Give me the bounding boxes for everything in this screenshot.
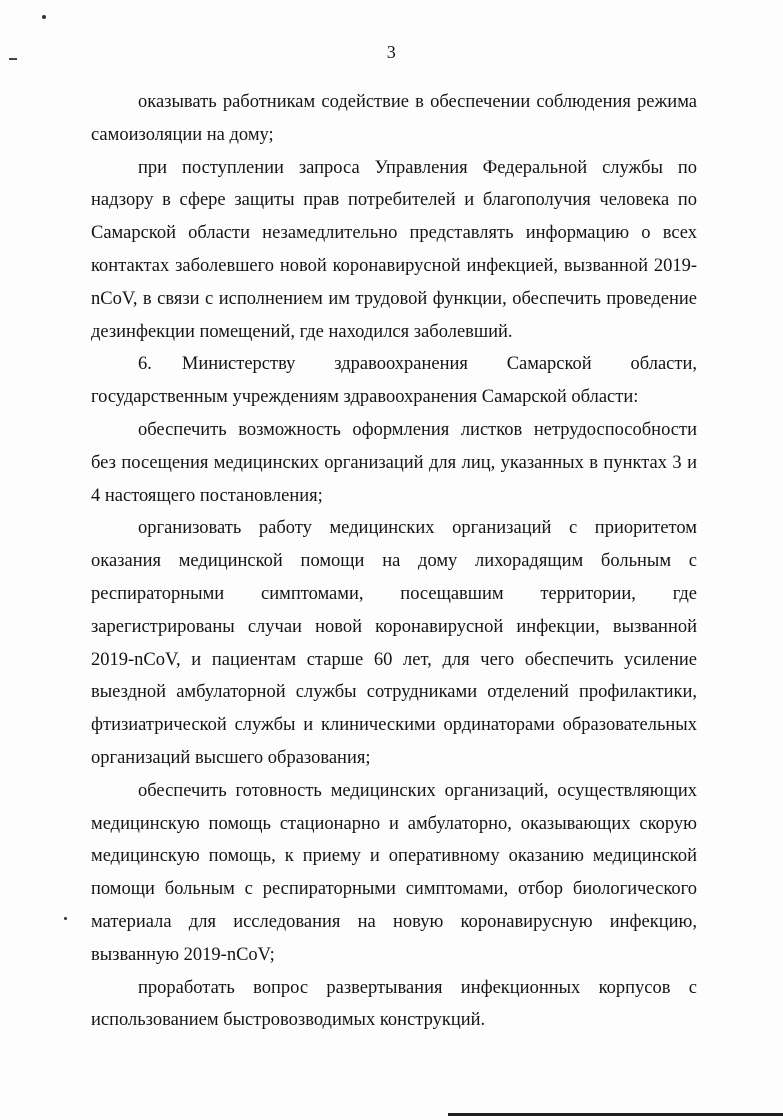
paragraph-readiness: обеспечить готовность медицинских организаций, осуществляющих медицинскую помощь стационарно и амбулаторно, оказывающих скорую медицинскую помощь, к приему и оперативному оказанию медицинской помощи больным с респираторными симптомами, отбор биологического материала для исследования на новую коронавирусную инфекцию, вызванную 2019-nCoV;: [91, 780, 697, 965]
page-number: 3: [386, 42, 397, 62]
paragraph-rospotrebnadzor-request: при поступлении запроса Управления Федеральной службы по надзору в сфере защиты прав потребителей и благополучия человека по Самарской области незамедлительно представлять информацию о всех контактах заболевшего новой коронавирусной инфекцией, вызванной 2019-nCoV, в связи с исполнением им трудовой функции, обеспечить проведение дезинфекции помещений, где находился заболевший.: [91, 157, 697, 342]
paragraph-item-6: [91, 348, 697, 414]
item-6-text: Министерству здравоохранения Самарской области, государственным учреждениям здравоохранения Самарской области:: [91, 354, 697, 408]
scan-speck: [64, 917, 67, 920]
page-bottom-edge: [448, 1113, 783, 1116]
paragraph-assist-self-isolation: оказывать работникам содействие в обеспечении соблюдения режима самоизоляции на дому;: [91, 92, 697, 145]
item-number: 6.: [138, 354, 152, 375]
paragraph-home-care: организовать работу медицинских организаций с приоритетом оказания медицинской помощи на дому лихорадящим больным с респираторными симптомами, посещавшим территории, где зарегистрированы случаи новой коронавирусной инфекции, вызванной 2019-nCoV, и пациентам старше 60 лет, для чего обеспечить усиление выездной амбулаторной службы сотрудниками отделений профилактики, фтизиатрической службы и клиническими ординаторами образовательных организаций высшего образования;: [91, 518, 697, 768]
paragraph-sick-leave: обеспечить возможность оформления листков нетрудоспособности без посещения медицинских организаций для лиц, указанных в пунктах 3 и 4 настоящего постановления;: [91, 419, 697, 506]
document-body: [91, 86, 697, 1037]
paragraph-infectious-buildings: проработать вопрос развертывания инфекционных корпусов с использованием быстровозводимых конструкций.: [91, 977, 697, 1031]
scan-speck: [42, 15, 46, 19]
